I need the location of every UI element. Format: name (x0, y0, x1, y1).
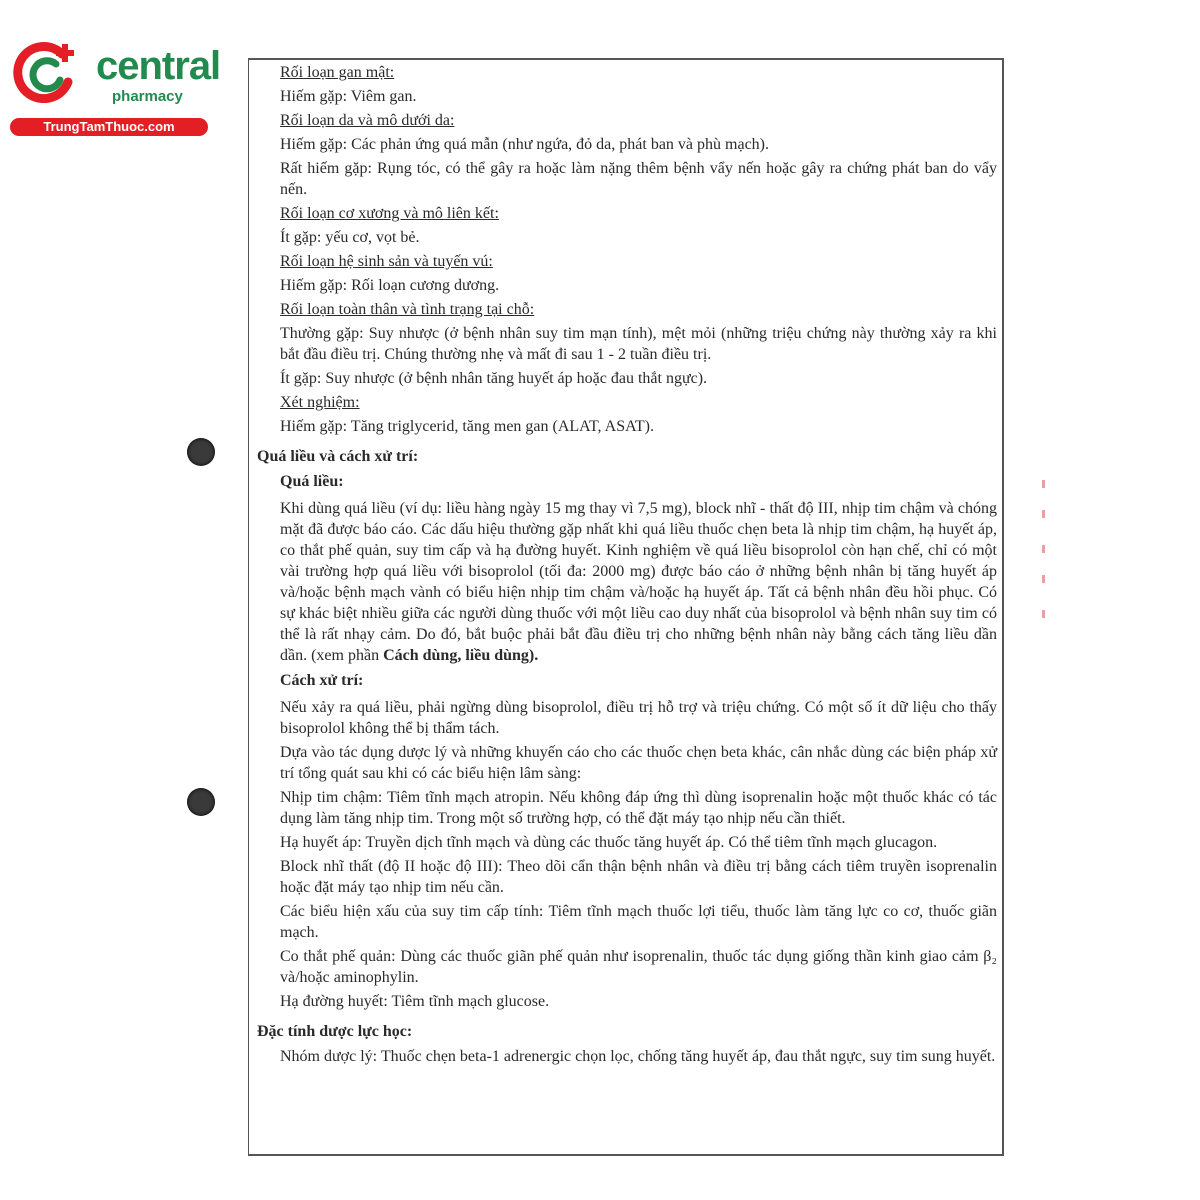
brand-name: central (96, 44, 221, 88)
section-heading-tests: Xét nghiệm: (280, 394, 360, 411)
overdose-crossref: Cách dùng, liều dùng). (383, 647, 539, 664)
treatment-text: Hạ đường huyết: Tiêm tĩnh mạch glucose. (280, 993, 550, 1010)
treatment-text: Co thắt phế quản: Dùng các thuốc giãn phế quản như isoprenalin, thuốc tác dụng giống thần kinh giao cảm β₂ và/hoặc aminophylin. (280, 948, 997, 986)
section-text: Hiếm gặp: Tăng triglycerid, tăng men gan (ALAT, ASAT). (280, 418, 654, 435)
section-text: Hiếm gặp: Rối loạn cương dương. (280, 277, 500, 294)
pharmacodynamics-heading: Đặc tính dược lực học: (257, 1023, 413, 1040)
punch-hole (187, 438, 215, 466)
treatment-subheading: Cách xử trí: (280, 672, 364, 689)
treatment-text: Dựa vào tác dụng dược lý và những khuyến cáo cho các thuốc chẹn beta khác, cân nhắc dùng các biện pháp xử trí tổng quát sau khi có các biểu hiện lâm sàng: (280, 744, 997, 782)
brand-logo-block (10, 36, 221, 136)
section-heading-reproductive: Rối loạn hệ sinh sản và tuyến vú: (280, 253, 493, 270)
section-text: Rất hiếm gặp: Rụng tóc, có thể gây ra hoặc làm nặng thêm bệnh vẩy nến hoặc gây ra chứng phát ban do vẩy nến. (280, 160, 997, 198)
pharmacy-cross-logo-icon (10, 36, 82, 108)
section-heading-skin: Rối loạn da và mô dưới da: (280, 112, 455, 129)
treatment-text: Các biểu hiện xấu của suy tim cấp tính: Tiêm tĩnh mạch thuốc lợi tiểu, thuốc làm tăng lực co cơ, thuốc giãn mạch. (280, 903, 997, 941)
section-text: Ít gặp: yếu cơ, vọt bẻ. (280, 229, 420, 246)
brand-subtitle: pharmacy (112, 88, 183, 105)
section-heading-musculoskeletal: Rối loạn cơ xương và mô liên kết: (280, 205, 499, 222)
section-heading-general: Rối loạn toàn thân và tình trạng tại chỗ: (280, 301, 535, 318)
overdose-subheading: Quá liều: (280, 473, 344, 490)
document-page (248, 58, 1004, 1156)
section-text: Thường gặp: Suy nhược (ở bệnh nhân suy tim mạn tính), mệt mỏi (những triệu chứng này thường xảy ra khi bắt đầu điều trị. Chúng thường nhẹ và mất đi sau 1 - 2 tuần điều trị. (280, 325, 997, 363)
section-text: Hiếm gặp: Viêm gan. (280, 88, 417, 105)
treatment-text: Nhịp tim chậm: Tiêm tĩnh mạch atropin. Nếu không đáp ứng thì dùng isoprenalin hoặc một thuốc khác có tác dụng làm tăng nhịp tim. Trong một số trường hợp, có thể đặt máy tạo nhịp nếu cần thiết. (280, 789, 997, 827)
brand-url-badge[interactable]: TrungTamThuoc.com (10, 118, 208, 136)
treatment-text: Nếu xảy ra quá liều, phải ngừng dùng bisoprolol, điều trị hỗ trợ và triệu chứng. Có một số ít dữ liệu cho thấy bisoprolol không thể bị thẩm tách. (280, 699, 997, 737)
treatment-text: Block nhĩ thất (độ II hoặc độ III): Theo dõi cẩn thận bệnh nhân và điều trị bằng cách tiêm truyền isoprenalin hoặc đặt máy tạo nhịp tim nếu cần. (280, 858, 997, 896)
punch-hole (187, 788, 215, 816)
section-heading-liver: Rối loạn gan mật: (280, 64, 395, 81)
overdose-text: Khi dùng quá liều (ví dụ: liều hàng ngày 15 mg thay vì 7,5 mg), block nhĩ - thất độ III, nhịp tim chậm và chóng mặt đã được báo cáo. Các dấu hiệu thường gặp nhất khi quá liều thuốc chẹn beta là nhịp tim chậm, hạ huyết áp, co thắt phế quản, suy tim cấp và hạ đường huyết. Kinh nghiệm về quá liều bisoprolol còn hạn chế, chỉ có một vài trường hợp quá liều với bisoprolol (tối đa: 2000 mg) được báo cáo ở những bệnh nhân bị tăng huyết áp và/hoặc bệnh mạch vành có biểu hiện nhịp tim chậm và/hoặc hạ huyết áp. Tất cả bệnh nhân đều hồi phục. Có sự khác biệt nhiều giữa các người dùng thuốc với một liều cao duy nhất của bisoprolol và bệnh nhân suy tim có thể là rất nhạy cảm. Do đó, bắt buộc phải bắt đầu điều trị cho những bệnh nhân này bằng cách tăng liều dần dần. (xem phần (280, 500, 997, 664)
section-text: Hiếm gặp: Các phản ứng quá mẫn (như ngứa, đỏ da, phát ban và phù mạch). (280, 136, 769, 153)
section-text: Ít gặp: Suy nhược (ở bệnh nhân tăng huyết áp hoặc đau thắt ngực). (280, 370, 708, 387)
document-content (257, 62, 997, 1070)
pharmacodynamics-text: Nhóm dược lý: Thuốc chẹn beta-1 adrenergic chọn lọc, chống tăng huyết áp, đau thắt ngực, suy tim sung huyết. (280, 1048, 996, 1065)
red-scan-marks (1038, 480, 1048, 630)
overdose-paragraph (280, 498, 997, 666)
overdose-heading: Quá liều và cách xử trí: (257, 448, 419, 465)
treatment-text: Hạ huyết áp: Truyền dịch tĩnh mạch và dùng các thuốc tăng huyết áp. Có thể tiêm tĩnh mạch glucagon. (280, 834, 938, 851)
